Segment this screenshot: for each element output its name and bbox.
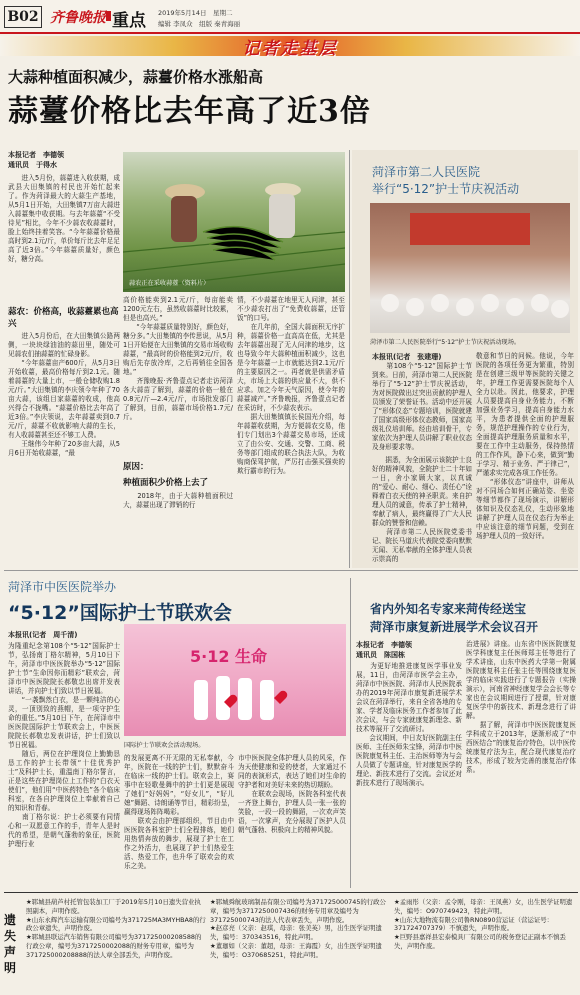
notices-col1: ★郓城县葫芦村托管包装加工厂于2019年5月10日遗失营业执照副本，声明作废。 ★山东永辉汽车运输有限公司编号为371725MA3MYHBA8的行政公章遗失，声明作废。 ★郓城县联运汽车销售有限公司编号为371725000208588的行政公章，编号为3717250002088的财务专用章，编号为371725000208888的法人章全部丢失，声明作废。 (26, 898, 206, 959)
conference-byline: 本报记者 李德领 通讯员 陈国栋 (356, 641, 412, 659)
paper-name: 齐鲁晚报 (50, 10, 106, 26)
column-title: 记者走基层 (242, 39, 338, 59)
tcm-body-b: 的发展更离不开无限的无私奉献，今年，医院在一线的护士们，默默奋斗在临床一线的护士们。联欢会上，赛事中在轻歌曼舞中的护士们更是展现了她们“好妈妈”，“好女儿”，“好儿媳”舞蹈、诗朗诵等节目，精彩纷呈，赢得现场阵阵喝彩。 联欢会由护理部组织，节目由中医医院各科室护士们全程排练，她们用热情奔放的舞步，展现了护士在工作之外活力，也展现了护士们热爱生活、热爱工作，也升华了联欢会的欢乐之美。 (124, 754, 234, 870)
hospital2-photo (370, 203, 570, 333)
lead-byline-correspondent: 通讯员 于得水 (8, 161, 57, 169)
lead-subhead-area: 种植面积少价格上去了 (123, 478, 209, 488)
section-divider (4, 570, 578, 571)
tcm-photo-caption: 国际护士节联欢会活动现场。 (124, 742, 205, 749)
lead-body-col3: 情，不少蒜薹在地里无人问津，甚至不少蒜农打出了“免费收蒜薹，还管饭”的口号。 在几年前，全国大蒜面积无序扩种，蒜薹价格一直高高在低，尤其是去年蒜薹出现了无人问津的地步，这也导致今年大蒜种植面积减少，这也是今年蒜薹一上市就能达到2.1元/斤的主要原因之一。再者就是供需矛盾大，市场上大蒜的供应量不大，供不应求。加之今年天气原因，使今年的蒜薹减产。”齐鲁晚报，齐鲁壹点记者在采访时，不少蒜农表示。 据大田集镇镇长侯国光介绍，每年蒜薹收获期，为方便蒜农交易，他们专门划出3个蒜薹交易市场，还成立了由公安、交通、交警、工商、税务等部门组成的联合执法大队，为收购商保驾护航，严厉打击强买强卖的欺行霸市的行为。 (237, 296, 345, 475)
lead-photo-caption: 蒜农正在采收蒜薹（资料片） (129, 280, 210, 287)
hospital2-body-c: 敬意和节日的问候。他说，今年医院的各项任务更为繁重，特别是在创建三级甲等医院的关键之年，护理工作更需要医院每个人全力以赴。因此，他要求，护理人员要提高自身业务能力，不断加强业务学习，提高自身能力水平，为患者提供全面的护理服务，规范护理操作的专业行为，全面提高护理服务质量和水平，要在工作中主动服务，保持热情的工作作风，静下心来，做到“勤于学习、精于业务、严于律己”，严谨求实完成各项工作任务。 “形体仪态”讲座中，讲师从对不同场合如何正确站姿、坐姿等细节都作了现场演示，讲解形体知识及仪态礼仪，生动形象地讲解了护理人员在仪态行为举止中应该注意的细节问题，受到在场护理人员的一致好评。 (476, 352, 574, 540)
hospital2-body-a: 第108个“5·12”国际护士节到来。日前，菏泽市第二人民医院举行了“5·12”护士节庆祝活动，为对医院做出过突出贡献的护理人员颁发了荣誉证书。活动中还开展了“形体仪态”专题培训，医院就建了国家高级形体仪态教师，国家高级礼仪培训师。经由培训骨干，专家依次为护理人员讲解了职业仪态及身形要求等。 (372, 362, 472, 451)
lead-byline-reporter: 本报记者 李德领 (8, 151, 64, 159)
conference-body-b: 治进展》讲座。山东省中医医院康复医学科康复主任医师郑主任等进行了学术讲座，山东中医药大学第一附属医院康复科主任张主任等围绕康复医学的临床实践进行了专题报告（实操演示），河南省神经康复学会会长等专家也在会议期间进行了授课，针对康复医学中的新技术、新理念进行了讲解。 据了解，菏泽市中医医院康复医学科成立于2013年，逐渐形成了“中西医结合”的康复治疗特色，以中医传统康复疗法为主，配合现代康复治疗技术，形成了较为完善的康复治疗体系。 (466, 640, 576, 774)
lead-body-col1: 进入5月份，蒜薹进入收获期，成武县大田集镇的村民也开始忙起来了。作为菏泽最大的大蒜生产基地，从5月1日开始，大田集镇7万亩大蒜进入蒜薹集中收获期。与去年蒜薹“不受待见”相比，今年不少蒜农收蒜薹时，脸上始终挂着笑容。“今年蒜薹价格最高时到2.1元/斤，单价每斤比去年足足高了近3倍。”今年蒜薹质量好，颜色好，糖分高。 (8, 174, 120, 263)
nurses-illustration (124, 624, 346, 736)
notices-col2: ★郓城舜航玻璃制品有限公司编号为371725000745的行政公章，编号为3717250007436的财务专用章及编号为371725000743的法人代表章丢失，声明作废。 ★赵彦亮（父亲：赵琪，母亲：张美英）男，出生医学证明遗失，编号：370343516，特此声明。 ★董珈如（父亲：董超，母亲：王海霞）女，出生医学证明遗失，编号：O370685251，特此声明。 (210, 898, 386, 959)
garlic-harvest-illustration (123, 152, 345, 292)
tcm-title-line1: 菏泽市中医医院举办 (8, 580, 117, 594)
page-number: B02 (4, 6, 42, 28)
lead-subhead-farmers: 蒜农：价格高，收蒜薹累也高兴 (8, 307, 119, 329)
hospital2-byline: 本报讯(记者 张建珊) (372, 353, 442, 361)
notices-label: 遗失声明 (4, 913, 17, 975)
lead-photo (123, 152, 345, 292)
hospital2-photo-caption: 菏泽市第二人民医院举行“5·12”护士节庆祝活动现场。 (370, 339, 521, 346)
tcm-title-line2: “5·12”国际护士节联欢会 (8, 602, 232, 624)
lead-body-col1b: 进入5月份后，在大田集镇公路两侧，一块块绿油油的蒜田里，随处可见蒜农们抽蒜薹的忙碌身影。 “今年蒜薹亩产600斤，从5月3日开始收薹，最高价格每斤到2.1元。随着蒜薹的大量上市，一般仓储收购1.8元/斤。”大田集镇的李庆领今年种了70亩大蒜，该组目家蒜薹的收成，他高兴得合不拢嘴。“蒜薹价格比去年高了近3倍。”李庆领说，去年蒜薹卖到0.7元/斤，蒜薹不收就影响大蒜的生长，有人收蒜薹甚至还不够工人费。 王继伟今年种了20多亩大蒜，从5月6日开始收蒜薹，“最 (8, 332, 120, 457)
issue-date: 2019年5月14日 星期二 (158, 9, 233, 17)
conference-title-line1: 省内外知名专家来菏传经送宝 (370, 602, 527, 616)
tcm-body-c: 市中医医院全体护理人员的风采，作为天使健康和爱的使者，大家通过不同的表演形式，表达了她们对生命的守护者和对美好未来的热切期盼。 在联欢会现场，医院各科室代表一齐登上舞台，护理人员一张一张的笑脸，一段一段的舞蹈，一次欢声笑语，一次掌声，充分展现了医护人员朝气蓬勃、积极向上的精神风貌。 (238, 754, 346, 834)
conference-title-line2: 菏泽市康复新进展学术会议召开 (370, 620, 539, 634)
section-name: 重点 (112, 11, 146, 31)
column-divider-2 (350, 578, 351, 888)
editor-credit: 编辑 李凤众 组版 秦青海丽 (158, 20, 241, 28)
tcm-body-a: 为隆重纪念第108个“5·12”国际护士节，弘扬南丁格尔精神，5月10日下午，菏泽市中医医院举办“5·12”国际护士节“生命因你而精彩”联欢会，菏泽市中医医院院长郝敬忠出席并发表讲话，并向护士们致以节日祝福。 “一袭飘然白衣，是一颗纯洁的心灵，一顶别致的燕帽，是一项守护生命的重任。”5月10日下午，在菏泽市中医医院国际护士节联欢会上，中医医院院长郝敬忠发表讲话，护士们致以节日祝福。 随后，两位在护理岗位上勤勤恳恳工作的护士长带领“十佳优秀护士”及科护士长，重温南丁格尔誓言，正是这些在护理岗位上工作的“白衣天使们”，他们用“中医药特色”各个临床科室，在各自护理岗位上奉献着自己的知识和青春。 南丁格尔说：护士必须要有同情心和一双愿意工作的手，青年人是时代的希望，是朝气蓬勃的象征，医院护理行业 (8, 642, 120, 848)
tcm-photo (124, 624, 346, 736)
lead-kicker: 大蒜种植面积减少，蒜薹价格水涨船高 (8, 68, 264, 86)
lead-body-col2: 高价格能卖到2.1元/斤，每亩能卖1200元左右，虽然收蒜薹时比较累，但是也高兴。” “今年蒜薹质量特别好，颜色好，糖分多。”大田集镇的李传思说，从5月1日开始便在大田集镇的交易市场收购蒜薹，“最高时的价格能到2元/斤，收购后先存放冷库，之后再销往全国各地。” 齐豫晚报·齐鲁壹点记者走访菏泽各大蒜苗了解到，蒜薹的价格一般在0.8元/斤—2.4元/斤，市场批发部门了解到，目前，蒜薹市场价格1.7元/斤。 (123, 296, 233, 421)
hospital2-title-line1: 菏泽市第二人民医院 (372, 165, 481, 179)
hospital2-title-line2: 举行“5·12”护士节庆祝活动 (372, 182, 520, 196)
lead-subhead-reason: 原因： (123, 462, 149, 472)
ceremony-illustration (370, 203, 570, 333)
lead-body-col2b: 2018年，由于大蒜种植面积过大，蒜薹出现了滞销的行 (123, 492, 233, 509)
lead-headline: 蒜薹价格比去年高了近3倍 (8, 94, 371, 129)
column-divider (349, 150, 350, 568)
conference-body-a: 为更好地推进康复医学事业发展，11日，由菏泽市医学会主办，菏泽市中医医院、菏泽市人民医院承办的2019年菏泽市康复新进展学术会议在菏泽举行，来自全省各地的专家、学者及临床医务工作者参加了此次会议，与会专家就康复新理念、新技术等展开了交流研讨。 会议期间，中日友好医院副主任医师、主任医师朱宝锋，菏泽市中医医院康复科主任、主治医师等为与会人员做了专题讲座，针对康复医学的理论、新技术进行了交流。会议还对新技术进行了现场演示。 (356, 662, 462, 787)
hospital2-body-b: 据悉，为全面展示该院护士良好的精神风貌，全院护士二十年如一日，舍小家顾大家，以真诚的“爱心、耐心、细心、责任心”诠释着白衣天使的神圣职责。来自护理人员的诚意，传承了护士精神，奉献了病人，最终赢得了广大人民群众的赞誉和信赖。 菏泽市第二人民医院党委书记、院长马道庆代表院党委向默默无闻、无私奉献的全体护理人员表示崇高的 (372, 456, 472, 563)
tcm-stage-text: 5·12 生命 (190, 647, 268, 666)
section-marker (106, 11, 111, 21)
notices-divider (4, 892, 578, 893)
notices-col3: ★孟雨彤（父亲：孟令刚，母亲：王凤燕）女，出生医学证明遗失，编号：O970749423，特此声明。 ★山东大地物流有限公司鲁RN0890营运证（营运证号：371724707379）不慎遗失，声明作废。 ★巨野县嘉祥县宏泰模具厂有限公司的税务登记正副本不慎丢失，声明作废。 (394, 898, 573, 950)
tcm-byline: 本报讯(记者 周千清) (8, 631, 78, 639)
